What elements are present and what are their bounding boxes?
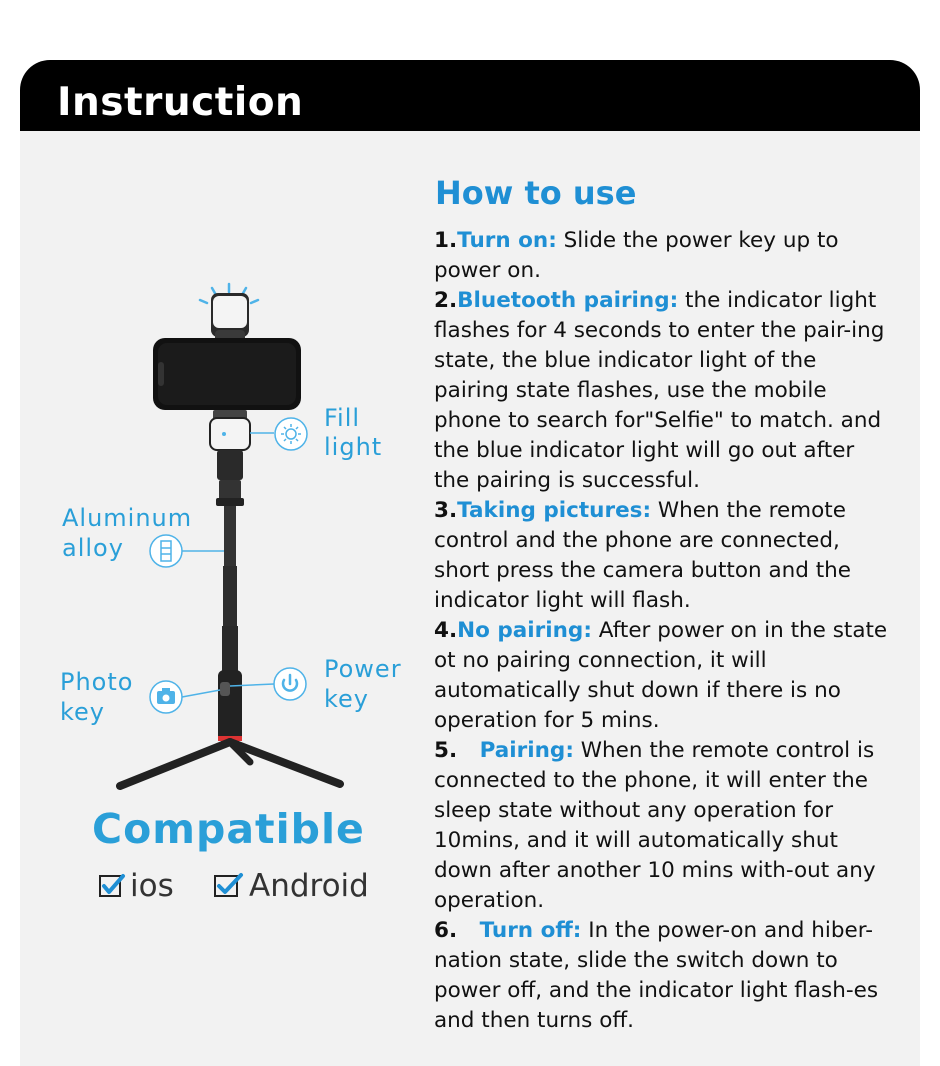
header-banner — [20, 60, 920, 131]
step-4: 4.No pairing: After power on in the state ot no pairing connection, it will automatically shut down if there is no operation for 5 mins. — [434, 618, 888, 733]
fill-light-label-line2: light — [324, 433, 383, 461]
steps-list — [434, 226, 894, 1036]
os-ios-label: ios — [130, 868, 174, 904]
os-ios — [98, 866, 174, 906]
fill-light-label-line1: Fill — [324, 404, 361, 432]
how-to-use-title: How to use — [435, 174, 637, 212]
photo-key-label-line1: Photo — [60, 668, 134, 696]
os-android-label: Android — [249, 868, 369, 904]
checkbox-checked-icon — [98, 872, 126, 900]
aluminum-label-line1: Aluminum — [62, 504, 193, 532]
checkbox-checked-icon — [213, 872, 245, 900]
os-android — [213, 866, 369, 906]
aluminum-label-line2: alloy — [62, 534, 124, 562]
compatible-title: Compatible — [92, 805, 365, 853]
header-title: Instruction — [57, 80, 304, 125]
power-key-label-line2: key — [324, 685, 370, 713]
step-2: 2.Bluetooth pairing: the indicator light flashes for 4 seconds to enter the pair-ing state, the blue indicator light of the pairing state flashes, use the mobile phone to search for"Selfie" to match. and the blue indicator light will go out after the pairing is successful. — [434, 288, 885, 493]
step-6: 6. Turn off: In the power-on and hiber-nation state, slide the switch down to power off, and the indicator light flash-es and then turns off. — [434, 918, 879, 1033]
step-3: 3.Taking pictures: When the remote control and the phone are connected, short press the camera button and the indicator light will flash. — [434, 498, 852, 613]
step-5: 5. Pairing: When the remote control is connected to the phone, it will enter the sleep state without any operation for 10mins, and it will automatically shut down after another 10 mins with-out any operation. — [434, 738, 876, 913]
step-1: 1.Turn on: Slide the power key up to power on. — [434, 228, 839, 283]
power-key-label-line1: Power — [324, 655, 402, 683]
photo-key-label-line2: key — [60, 698, 106, 726]
selfie-stick-tripod-image — [100, 270, 360, 800]
